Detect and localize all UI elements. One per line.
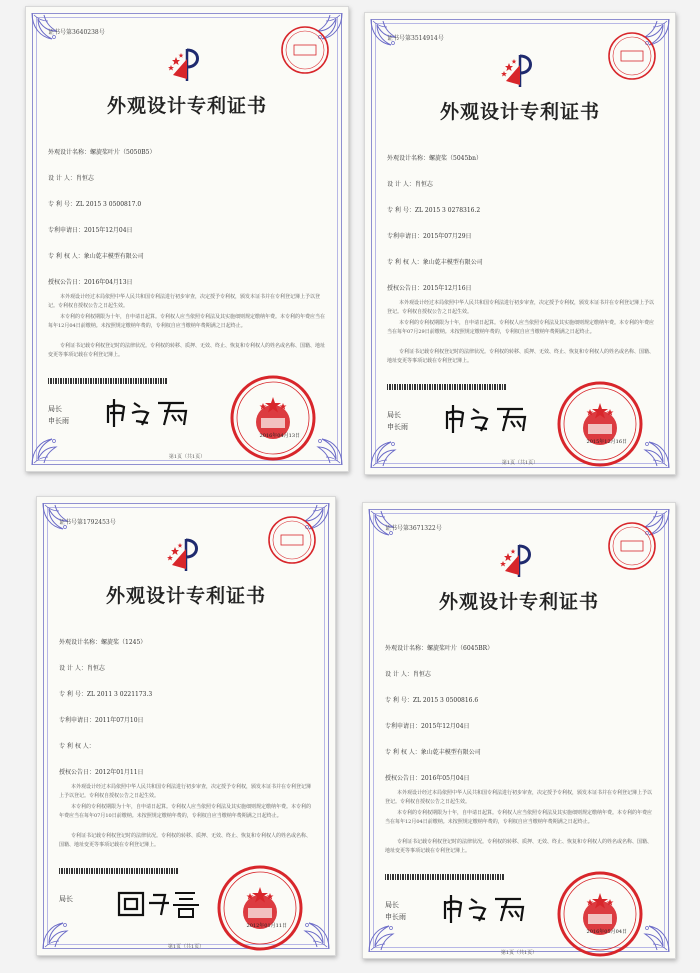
field-designer: 设 计 人：肖恒志 bbox=[385, 671, 431, 678]
field-design-name: 外观设计名称：螺旋桨（5045bn） bbox=[387, 155, 482, 162]
signer-block bbox=[48, 403, 69, 427]
patent-office-logo-icon bbox=[167, 45, 207, 85]
page-footer: 第1页（共1页） bbox=[167, 944, 205, 950]
signer-title: 局长 bbox=[385, 901, 399, 909]
field-designer: 设 计 人：肖恒志 bbox=[48, 175, 94, 182]
official-seal-icon bbox=[230, 375, 316, 461]
signer-name: 申长雨 bbox=[387, 423, 408, 431]
signer-title: 局长 bbox=[48, 405, 62, 413]
seal-date: 2015年12月16日 bbox=[586, 439, 627, 445]
body-paragraph: 本专利的专利权期限为十年，自申请日起算。专利权人应当依照专利法及其实施细则规定缴纳年费。本专利的年费应当在每年12月04日前缴纳。未按照规定缴纳年费的，专利权自应当缴纳年费期满之日起终止。 bbox=[385, 810, 653, 825]
barcode bbox=[387, 384, 507, 390]
handwritten-signature-icon bbox=[113, 885, 203, 919]
field-patent-number: 专 利 号：ZL 2011 3 0221173.3 bbox=[59, 691, 153, 698]
signer-block bbox=[387, 409, 408, 433]
handwritten-signature-icon bbox=[439, 891, 529, 925]
field-designer: 设 计 人：肖恒志 bbox=[387, 181, 433, 188]
body-paragraph: 本外观设计经过本局依照中华人民共和国专利法进行初步审查，决定授予专利权，颁发本证书并在专利登记簿上予以登记。专利权自授权公告之日起生效。 bbox=[59, 784, 312, 799]
body-paragraph: 专利证书记载专利权登记时的法律状况。专利权的转移、质押、无效、终止、恢复和专利权人的姓名或名称、国籍、地址变更等事项记载在专利登记簿上。 bbox=[59, 833, 312, 848]
field-patentee: 专 利 权 人：象山乾丰模型有限公司 bbox=[385, 749, 481, 756]
certificate-number: 证书号第3514914号 bbox=[387, 35, 444, 42]
barcode bbox=[385, 874, 505, 880]
copy-invalid-stamp-icon bbox=[607, 31, 657, 81]
signer-block bbox=[59, 893, 73, 905]
field-patentee: 专 利 权 人： bbox=[59, 743, 95, 750]
body-paragraph: 本外观设计经过本局依照中华人民共和国专利法进行初步审查，决定授予专利权，颁发本证书并在专利登记簿上予以登记。专利权自授权公告之日起生效。 bbox=[385, 790, 653, 805]
certificate-title: 外观设计专利证书 bbox=[105, 585, 266, 607]
field-grant-date: 授权公告日：2015年12月16日 bbox=[387, 285, 472, 292]
handwritten-signature-icon bbox=[441, 401, 531, 435]
patent-office-logo-icon bbox=[166, 535, 206, 575]
patent-office-logo-icon bbox=[500, 51, 540, 91]
body-paragraph: 专利证书记载专利权登记时的法律状况。专利权的转移、质押、无效、终止、恢复和专利权人的姓名或名称、国籍、地址变更等事项记载在专利登记簿上。 bbox=[387, 349, 655, 364]
seal-date: 2012年01月11日 bbox=[246, 923, 287, 929]
body-paragraph: 本专利的专利权期限为十年，自申请日起算。专利权人应当依照专利法及其实施细则规定缴纳年费。本专利的年费应当在每年07月10日前缴纳。未按照规定缴纳年费的，专利权自应当缴纳年费期满之日起终止。 bbox=[59, 804, 312, 819]
copy-invalid-stamp-icon bbox=[607, 521, 657, 571]
signer-title: 局长 bbox=[387, 411, 401, 419]
seal-date: 2016年05月04日 bbox=[586, 929, 627, 935]
signer-name: 申长雨 bbox=[385, 913, 406, 921]
certificate-title: 外观设计专利证书 bbox=[438, 591, 599, 613]
official-seal-icon bbox=[557, 871, 643, 957]
seal-date: 2016年04月13日 bbox=[259, 433, 300, 439]
handwritten-signature-icon bbox=[102, 395, 192, 429]
field-patent-number: 专 利 号：ZL 2015 3 0500816.6 bbox=[385, 697, 479, 704]
body-paragraph: 专利证书记载专利权登记时的法律状况。专利权的转移、质押、无效、终止、恢复和专利权人的姓名或名称、国籍、地址变更等事项记载在专利登记簿上。 bbox=[385, 839, 653, 854]
field-filing-date: 专利申请日：2015年12月04日 bbox=[385, 723, 470, 730]
certificate-title: 外观设计专利证书 bbox=[106, 95, 267, 117]
copy-invalid-stamp-icon bbox=[280, 25, 330, 75]
certificate-number: 证书号第3640238号 bbox=[48, 29, 105, 36]
page-footer: 第1页（共1页） bbox=[168, 454, 206, 460]
patent-office-logo-icon bbox=[499, 541, 539, 581]
field-filing-date: 专利申请日：2015年07月29日 bbox=[387, 233, 472, 240]
field-designer: 设 计 人：肖恒志 bbox=[59, 665, 105, 672]
field-design-name: 外观设计名称：螺旋桨叶片（5050B5） bbox=[48, 149, 156, 156]
field-filing-date: 专利申请日：2015年12月04日 bbox=[48, 227, 133, 234]
patent-certificate bbox=[25, 6, 349, 472]
certificate-number: 证书号第3671322号 bbox=[385, 525, 442, 532]
body-paragraph: 本外观设计经过本局依照中华人民共和国专利法进行初步审查，决定授予专利权，颁发本证书并在专利登记簿上予以登记。专利权自授权公告之日起生效。 bbox=[48, 294, 321, 309]
patent-certificate bbox=[36, 496, 336, 956]
field-grant-date: 授权公告日：2012年01月11日 bbox=[59, 769, 144, 776]
body-paragraph: 本专利的专利权期限为十年，自申请日起算。专利权人应当依照专利法及其实施细则规定缴纳年费。本专利的年费应当在每年12月04日前缴纳。未按照规定缴纳年费的，专利权自应当缴纳年费期满之日起终止。 bbox=[48, 314, 326, 329]
official-seal-icon bbox=[217, 865, 303, 951]
field-design-name: 外观设计名称：螺旋桨（1245） bbox=[59, 639, 147, 646]
barcode bbox=[59, 868, 179, 874]
body-paragraph: 本专利的专利权期限为十年，自申请日起算。专利权人应当依照专利法及其实施细则规定缴纳年费。本专利的年费应当在每年07月29日前缴纳。未按照规定缴纳年费的，专利权自应当缴纳年费期满之日起终止。 bbox=[387, 320, 655, 335]
patent-certificate bbox=[362, 502, 676, 959]
field-patent-number: 专 利 号：ZL 2015 3 0500817.0 bbox=[48, 201, 142, 208]
certificate-title: 外观设计专利证书 bbox=[439, 101, 600, 123]
field-grant-date: 授权公告日：2016年05月04日 bbox=[385, 775, 470, 782]
signer-name: 申长雨 bbox=[48, 417, 69, 425]
field-design-name: 外观设计名称：螺旋桨叶片（6045BR） bbox=[385, 645, 494, 652]
field-patentee: 专 利 权 人：象山乾丰模型有限公司 bbox=[48, 253, 144, 260]
signer-title: 局长 bbox=[59, 895, 73, 903]
page-footer: 第1页（共1页） bbox=[501, 460, 539, 466]
page-footer: 第1页（共1页） bbox=[500, 950, 538, 956]
field-patentee: 专 利 权 人：象山乾丰模型有限公司 bbox=[387, 259, 483, 266]
barcode bbox=[48, 378, 168, 384]
official-seal-icon bbox=[557, 381, 643, 467]
field-filing-date: 专利申请日：2011年07月10日 bbox=[59, 717, 144, 724]
copy-invalid-stamp-icon bbox=[267, 515, 317, 565]
field-grant-date: 授权公告日：2016年04月13日 bbox=[48, 279, 133, 286]
body-paragraph: 本外观设计经过本局依照中华人民共和国专利法进行初步审查，决定授予专利权，颁发本证书并在专利登记簿上予以登记。专利权自授权公告之日起生效。 bbox=[387, 300, 655, 315]
signer-block bbox=[385, 899, 406, 923]
certificate-number: 证书号第1792453号 bbox=[59, 519, 116, 526]
body-paragraph: 专利证书记载专利权登记时的法律状况。专利权的转移、质押、无效、终止、恢复和专利权人的姓名或名称、国籍、地址变更等事项记载在专利登记簿上。 bbox=[48, 343, 326, 358]
field-patent-number: 专 利 号：ZL 2015 3 0278316.2 bbox=[387, 207, 481, 214]
patent-certificate bbox=[364, 12, 676, 475]
